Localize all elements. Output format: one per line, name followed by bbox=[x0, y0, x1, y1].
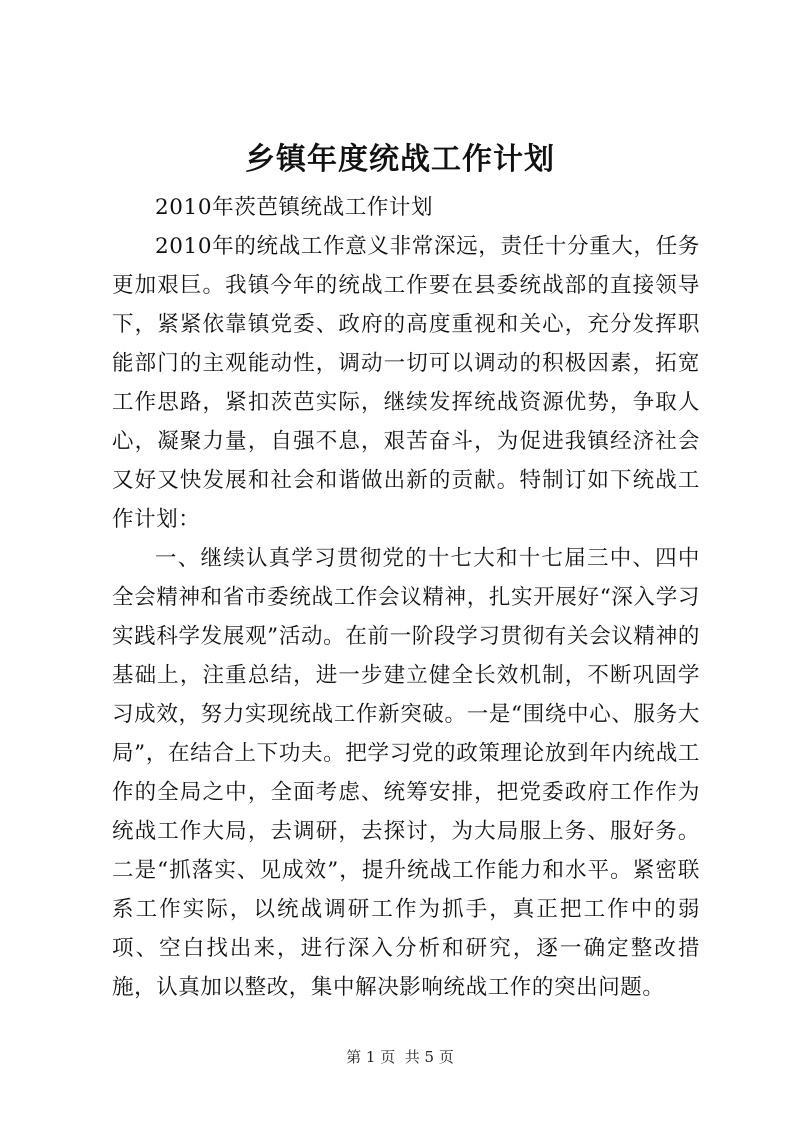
document-body bbox=[112, 188, 700, 1007]
paragraph-intro: 2010年的统战工作意义非常深远，责任十分重大，任务更加艰巨。我镇今年的统战工作要在县委统战部的直接领导下，紧紧依靠镇党委、政府的高度重视和关心，充分发挥职能部门的主观能动性，调动一切可以调动的积极因素，拓宽工作思路，紧扣茨芭实际，继续发挥统战资源优势，争取人心，凝聚力量，自强不息，艰苦奋斗，为促进我镇经济社会又好又快发展和社会和谐做出新的贡献。特制订如下统战工作计划： bbox=[112, 234, 700, 532]
page-footer bbox=[0, 1047, 800, 1067]
page-title: 乡镇年度统战工作计划 bbox=[245, 142, 555, 177]
paragraph-section-one: 一、继续认真学习贯彻党的十七大和十七届三中、四中全会精神和省市委统战工作会议精神，扎实开展好“深入学习实践科学发展观”活动。在前一阶段学习贯彻有关会议精神的基础上，注重总结，进一步建立健全长效机制，不断巩固学习成效，努力实现统战工作新突破。一是“围绕中心、服务大局”，在结合上下功夫。把学习党的政策理论放到年内统战工作的全局之中，全面考虑、统筹安排，把党委政府工作作为统战工作大局，去调研，去探讨，为大局服上务、服好务。二是“抓落实、见成效”，提升统战工作能力和水平。紧密联系工作实际，以统战调研工作为抓手，真正把工作中的弱项、空白找出来，进行深入分析和研究，逐一确定整改措施，认真加以整改，集中解决影响统战工作的突出问题。 bbox=[112, 546, 700, 1000]
page-number-label: 第 1 页 共 5 页 bbox=[346, 1048, 454, 1066]
document-subtitle: 2010年茨芭镇统战工作计划 bbox=[155, 195, 434, 220]
